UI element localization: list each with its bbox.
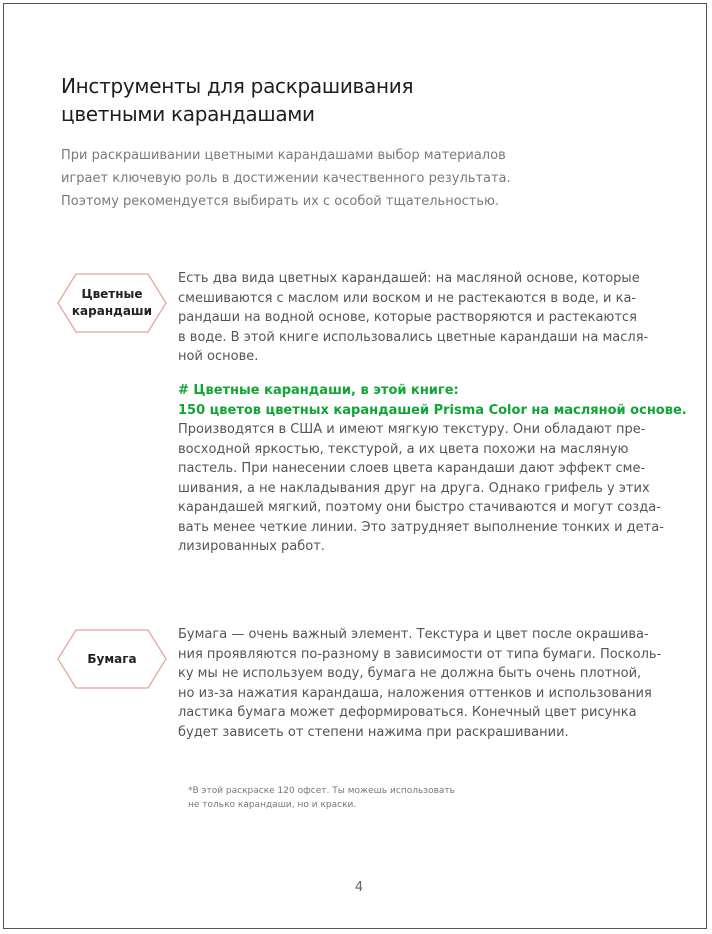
intro-paragraph [61,144,581,213]
footnote [188,784,508,812]
highlight-heading: # Цветные карандаши, в этой книге: [178,383,459,398]
pencils-paragraph [178,269,658,367]
text-line: ластика бумага может деформироваться. Конечный цвет рисунка [178,705,637,720]
text-line: ку мы не используем воду, бумага не должна быть очень плотной, [178,666,642,681]
paper-paragraph [178,625,662,742]
text-line: лизированных работ. [178,539,325,554]
title-line: Инструменты для раскрашивания [61,74,414,98]
title-line: цветными карандашами [61,102,315,126]
intro-line: Поэтому рекомендуется выбирать их с особой тщательностью. [61,194,500,209]
text-line: Есть два вида цветных карандашей: на масляной основе, которые [178,271,640,286]
text-line: смешиваются с маслом или воском и не растекаются в воде, и ка- [178,290,637,306]
intro-line: При раскрашивании цветными карандашами выбор материалов [61,148,506,163]
highlight-product: 150 цветов цветных карандашей Prisma Color на масляной основе. [178,402,687,418]
text-line: ния проявляются по-разному в зависимости от типа бумаги. Посколь- [178,646,662,662]
page-number: 4 [354,880,364,895]
footnote-line: не только карандаши, но и краски. [188,800,357,810]
text-line: но из-за нажатия карандаша, наложения оттенков и использования [178,685,652,701]
intro-line: играет ключевую роль в достижении качественного результата. [61,171,511,186]
paper-badge [56,628,168,690]
text-line: вать менее четкие линии. Это затрудняет выполнение тонких и дета- [178,519,664,535]
text-line: пастель. При нанесении слоев цвета карандаши дают эффект сме- [178,461,646,476]
text-line: Производятся в США и имеют мягкую текстуру. Они обладают пре- [178,422,646,437]
text-line: Бумага — очень важный элемент. Текстура и цвет после окрашива- [178,627,649,642]
page [3,3,707,929]
text-line: рандаши на водной основе, которые растворяются и растекаются [178,310,637,325]
pencils-details [178,381,687,557]
pencils-badge-label: Цветные карандаши [71,287,153,318]
text-line: ной основе. [178,349,259,364]
footnote-line: *В этой раскраске 120 офсет. Ты можешь использовать [188,786,455,796]
text-line: в воде. В этой книге использовались цветные карандаши на масля- [178,329,649,345]
text-line: будет зависеть от степени нажима при раскрашивании. [178,724,569,740]
text-line: шивания, а не накладывания друг на друга. Однако грифель у этих [178,480,650,496]
text-line: восходной яркостью, текстурой, а их цвета похожи на масляную [178,441,629,457]
pencils-badge [56,272,168,334]
text-line: карандашей мягкий, поэтому они быстро стачиваются и могут созда- [178,500,661,515]
paper-badge-label: Бумага [87,651,137,666]
page-title [61,72,481,128]
